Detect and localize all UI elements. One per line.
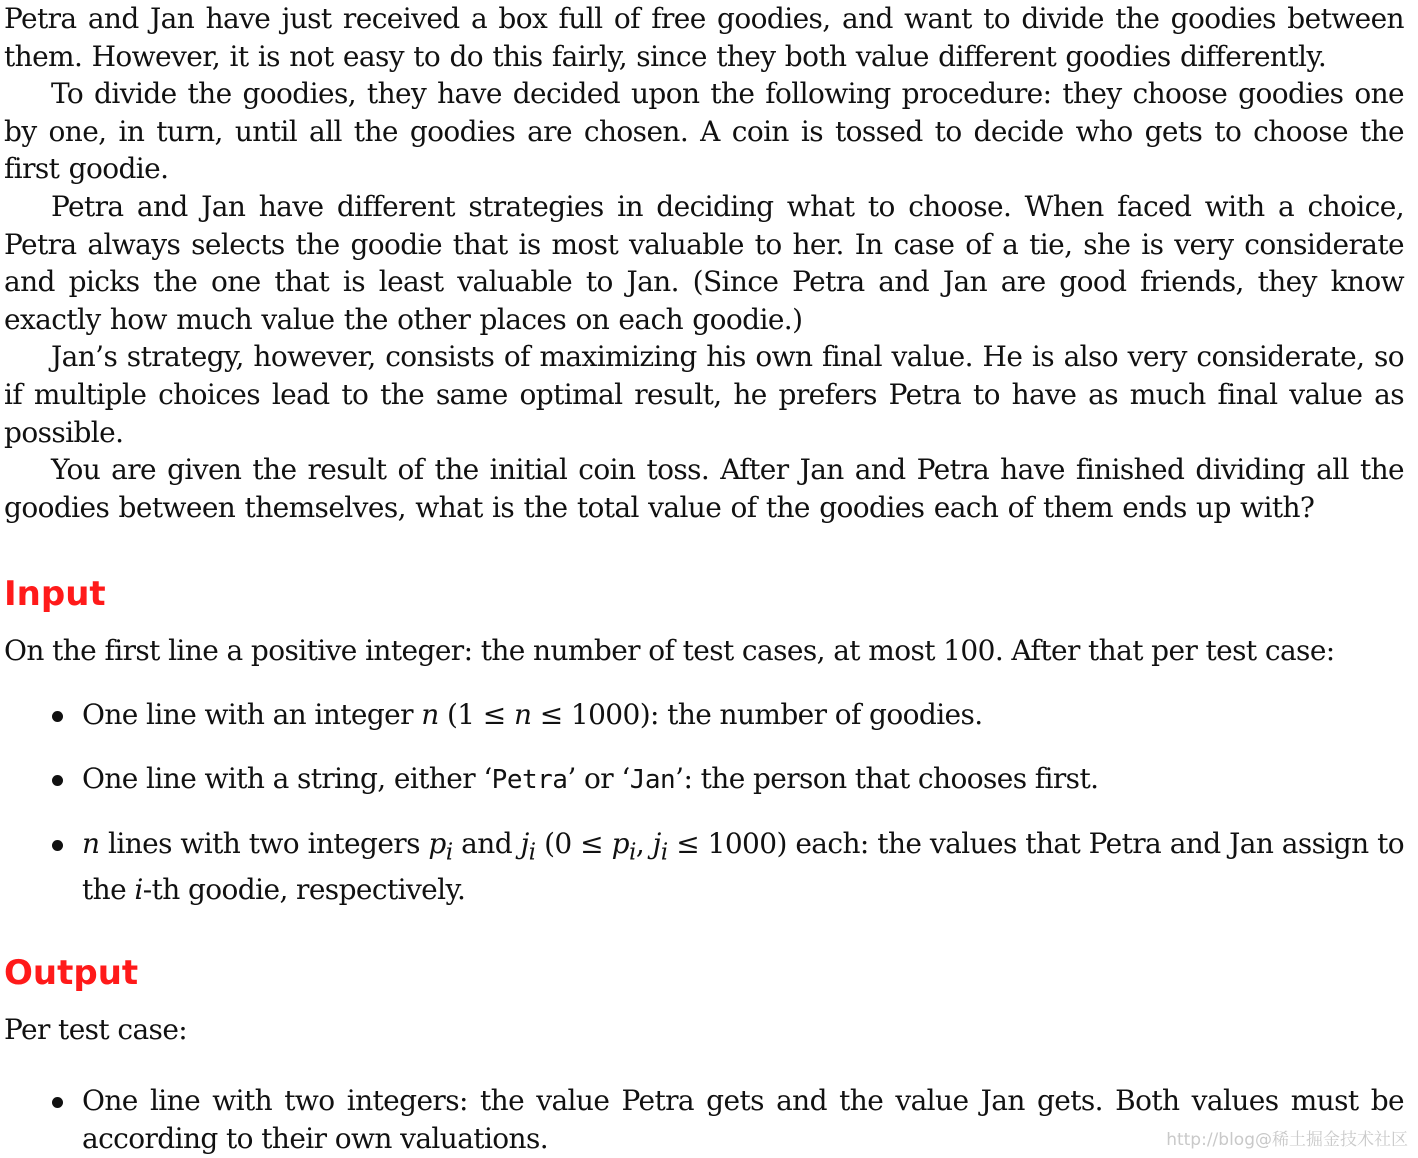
math-var-p: p [611,827,629,861]
bullet-icon [52,840,63,851]
input-bullet-n [4,696,1404,734]
math-var-n: n [513,697,532,731]
bullet-text: (0 ≤ [535,827,612,861]
math-subscript: i [528,837,536,866]
math-var-p: p [428,827,446,861]
statement-paragraph-4: Jan’s strategy, however, consists of maximizing his own final value. He is also very considerate, so if multiple choices lead to the same optimal result, he prefers Petra to have as much final value as possible. [4,340,1404,449]
output-intro: Per test case: [4,1012,188,1046]
bullet-text: lines with two integers [99,827,429,861]
output-heading: Output [4,952,139,993]
bullet-text: -th goodie, respectively. [142,873,466,907]
math-var-n: n [82,827,100,861]
input-bullet-values [4,825,1404,909]
input-bullet-first-player [4,760,1404,800]
problem-statement [4,0,1404,1158]
bullet-text: One line with two integers: the value Petra gets and the value Jan gets. Both values must be according to their own valuations. [82,1084,1404,1156]
code-jan: Jan [629,764,676,795]
bullet-text: , [635,827,653,861]
math-subscript: i [445,837,453,866]
bullet-text: ≤ 1000) each: the values that Petra and Jan assign to the [82,827,1405,907]
math-subscript: i [628,837,636,866]
bullet-text: (1 ≤ [438,697,514,731]
bullet-text: One line with an integer [82,697,422,731]
bullet-icon [52,775,63,786]
statement-paragraph-2: To divide the goodies, they have decided upon the following procedure: they choose goodies one by one, in turn, until all the goodies are chosen. A coin is tossed to decide who gets to choose the first goodie. [4,77,1404,186]
input-heading: Input [4,574,106,615]
input-intro: On the first line a positive integer: the number of test cases, at most 100. After that per test case: [4,634,1335,668]
statement-paragraph-5: You are given the result of the initial coin toss. After Jan and Petra have finished dividing all the goodies between themselves, what is the total value of the goodies each of them ends up with? [4,453,1404,524]
bullet-text: ’ or ‘ [567,761,630,795]
watermark: http://blog@稀土掘金技术社区 [1166,1130,1408,1150]
input-list [4,696,1404,909]
bullet-text: ≤ 1000): the number of goodies. [531,697,983,731]
math-var-i: i [134,873,143,907]
math-subscript: i [660,837,668,866]
statement-paragraph-3: Petra and Jan have different strategies in deciding what to choose. When faced with a choice, Petra always selects the goodie that is most valuable to her. In case of a tie, she is very considerate and picks the one that is least valuable to Jan. (Since Petra and Jan are good friends, they know exactly how much value the other places on each goodie.) [4,189,1404,336]
math-var-n: n [421,697,439,731]
math-var-j: j [652,827,661,861]
code-petra: Petra [491,764,568,795]
bullet-icon [52,1097,63,1108]
bullet-text: ’: the person that chooses first. [675,761,1099,795]
bullet-icon [52,711,63,722]
bullet-text: One line with a string, either ‘ [82,761,492,795]
bullet-text: and [452,827,521,861]
statement-paragraph-1: Petra and Jan have just received a box full of free goodies, and want to divide the goodies between them. However, it is not easy to do this fairly, since they both value different goodies differently. [4,2,1404,73]
math-var-j: j [520,827,529,861]
